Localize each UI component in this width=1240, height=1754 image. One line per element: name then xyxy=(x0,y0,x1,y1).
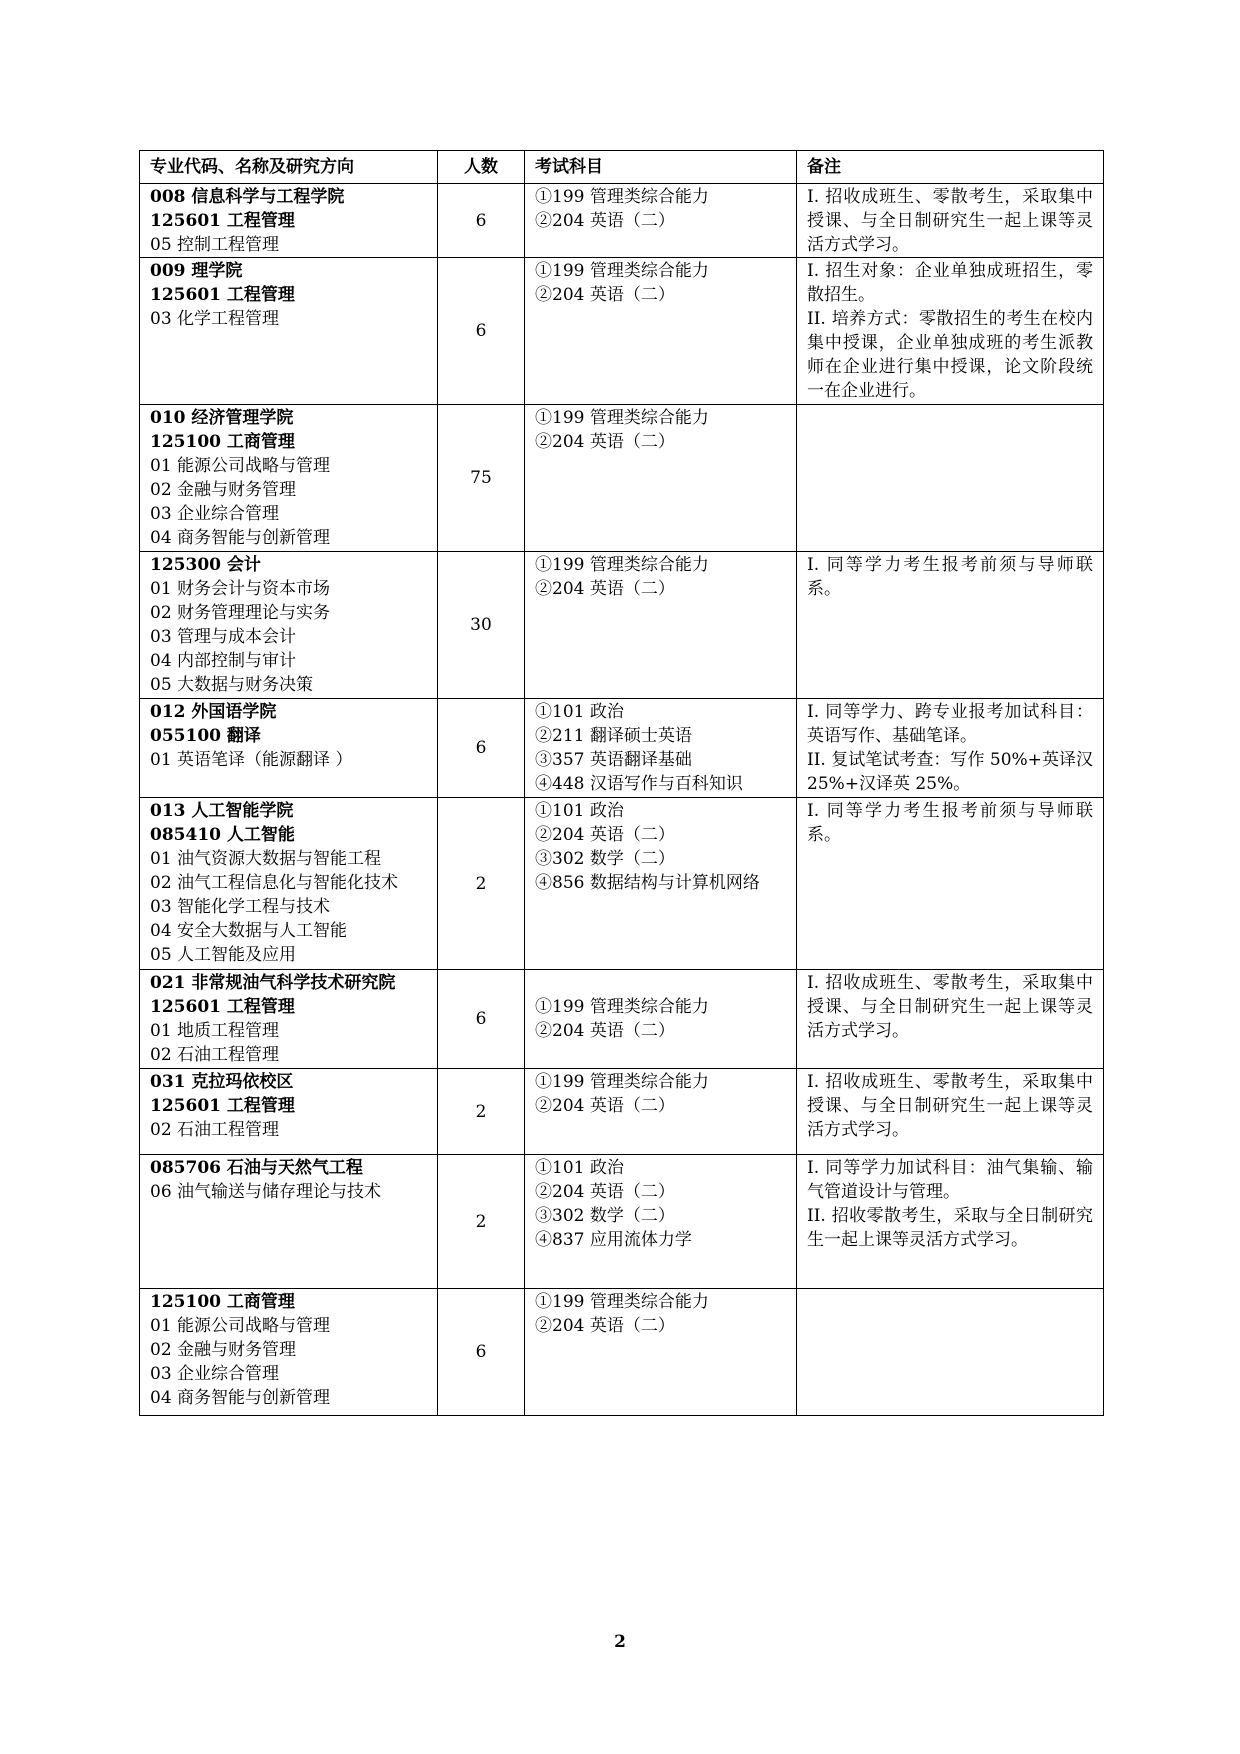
exam-subject: ③302 数学（二） xyxy=(535,849,675,869)
table-row xyxy=(140,258,1104,405)
notes-cell xyxy=(797,1289,1104,1416)
research-direction: 03 管理与成本会计 xyxy=(150,627,297,647)
count-cell: 6 xyxy=(438,184,525,258)
subjects-cell xyxy=(525,1069,797,1155)
program-heading: 055100 翻译 xyxy=(150,726,261,746)
subjects-cell xyxy=(525,552,797,699)
subjects-cell xyxy=(525,699,797,798)
research-direction: 04 内部控制与审计 xyxy=(150,651,297,671)
research-direction: 05 人工智能及应用 xyxy=(150,945,297,965)
exam-subject: ④837 应用流体力学 xyxy=(535,1230,692,1250)
exam-subject: ①101 政治 xyxy=(535,1158,624,1178)
program-heading: 012 外国语学院 xyxy=(150,702,277,722)
research-direction: 05 大数据与财务决策 xyxy=(150,675,314,695)
notes-cell xyxy=(797,1155,1104,1289)
exam-subject: ②204 英语（二） xyxy=(535,1182,675,1202)
count-cell: 6 xyxy=(438,699,525,798)
table-row xyxy=(140,405,1104,552)
program-heading: 010 经济管理学院 xyxy=(150,408,294,428)
notes-cell xyxy=(797,699,1104,798)
program-cell xyxy=(140,798,438,970)
program-heading: 125601 工程管理 xyxy=(150,1096,295,1116)
note-text: II. 招收零散考生，采取与全日制研究生一起上课等灵活方式学习。 xyxy=(807,1206,1093,1250)
subjects-cell xyxy=(525,1155,797,1289)
research-direction: 03 化学工程管理 xyxy=(150,309,280,329)
subjects-cell xyxy=(525,184,797,258)
program-cell xyxy=(140,552,438,699)
research-direction: 05 控制工程管理 xyxy=(150,235,280,255)
notes-cell xyxy=(797,184,1104,258)
table-row xyxy=(140,1069,1104,1155)
program-cell xyxy=(140,1155,438,1289)
research-direction: 04 商务智能与创新管理 xyxy=(150,528,331,548)
header-program: 专业代码、名称及研究方向 xyxy=(140,151,438,184)
program-cell xyxy=(140,258,438,405)
table-row xyxy=(140,798,1104,970)
header-subjects: 考试科目 xyxy=(525,151,797,184)
research-direction: 02 油气工程信息化与智能化技术 xyxy=(150,873,399,893)
notes-cell xyxy=(797,552,1104,699)
program-cell xyxy=(140,1069,438,1155)
program-heading: 009 理学院 xyxy=(150,261,243,281)
research-direction: 01 能源公司战略与管理 xyxy=(150,1316,331,1336)
subjects-cell xyxy=(525,1289,797,1416)
note-text: I. 同等学力考生报考前须与导师联系。 xyxy=(807,801,1093,845)
notes-cell xyxy=(797,798,1104,970)
notes-cell xyxy=(797,970,1104,1069)
research-direction: 01 地质工程管理 xyxy=(150,1021,280,1041)
count-cell: 6 xyxy=(438,970,525,1069)
exam-subject: ①199 管理类综合能力 xyxy=(535,408,709,428)
program-heading: 125601 工程管理 xyxy=(150,285,295,305)
table-header-row xyxy=(140,151,1104,184)
count-cell: 6 xyxy=(438,1289,525,1416)
program-cell xyxy=(140,699,438,798)
note-text: I. 同等学力考生报考前须与导师联系。 xyxy=(807,555,1093,599)
count-cell: 6 xyxy=(438,258,525,405)
research-direction: 03 企业综合管理 xyxy=(150,504,280,524)
exam-subject: ②204 英语（二） xyxy=(535,211,675,231)
program-heading: 125601 工程管理 xyxy=(150,211,295,231)
notes-cell xyxy=(797,258,1104,405)
program-cell xyxy=(140,405,438,552)
exam-subject: ①101 政治 xyxy=(535,702,624,722)
table-row xyxy=(140,1289,1104,1416)
exam-subject: ③357 英语翻译基础 xyxy=(535,750,692,770)
program-heading: 125300 会计 xyxy=(150,555,261,575)
notes-cell xyxy=(797,405,1104,552)
exam-subject: ①199 管理类综合能力 xyxy=(535,1292,709,1312)
count-cell: 30 xyxy=(438,552,525,699)
exam-subject: ①199 管理类综合能力 xyxy=(535,261,709,281)
subjects-cell xyxy=(525,798,797,970)
table-row xyxy=(140,552,1104,699)
count-cell: 2 xyxy=(438,1069,525,1155)
program-heading: 085706 石油与天然气工程 xyxy=(150,1158,363,1178)
program-heading: 125100 工商管理 xyxy=(150,432,295,452)
research-direction: 02 金融与财务管理 xyxy=(150,1340,297,1360)
research-direction: 01 油气资源大数据与智能工程 xyxy=(150,849,382,869)
page-number: 2 xyxy=(614,1632,626,1652)
exam-subject: ②204 英语（二） xyxy=(535,1316,675,1336)
exam-subject: ①199 管理类综合能力 xyxy=(535,187,709,207)
research-direction: 02 金融与财务管理 xyxy=(150,480,297,500)
research-direction: 03 企业综合管理 xyxy=(150,1364,280,1384)
table-row xyxy=(140,699,1104,798)
research-direction: 01 英语笔译（能源翻译 ） xyxy=(150,750,353,770)
exam-subject: ①199 管理类综合能力 xyxy=(535,997,709,1017)
exam-subject: ②204 英语（二） xyxy=(535,285,675,305)
program-cell xyxy=(140,970,438,1069)
research-direction: 02 财务管理理论与实务 xyxy=(150,603,331,623)
notes-cell xyxy=(797,1069,1104,1155)
research-direction: 04 安全大数据与人工智能 xyxy=(150,921,348,941)
exam-subject: ①101 政治 xyxy=(535,801,624,821)
research-direction: 04 商务智能与创新管理 xyxy=(150,1388,331,1408)
note-text: II. 复试笔试考查：写作 50%+英译汉 25%+汉译英 25%。 xyxy=(807,750,1093,794)
count-cell: 2 xyxy=(438,1155,525,1289)
program-heading: 085410 人工智能 xyxy=(150,825,295,845)
admissions-table xyxy=(139,150,1104,1416)
research-direction: 02 石油工程管理 xyxy=(150,1120,280,1140)
program-heading: 013 人工智能学院 xyxy=(150,801,294,821)
exam-subject: ④856 数据结构与计算机网络 xyxy=(535,873,760,893)
program-heading: 125601 工程管理 xyxy=(150,997,295,1017)
note-text: I. 同等学力加试科目：油气集输、输气管道设计与管理。 xyxy=(807,1158,1093,1202)
table-body xyxy=(140,184,1104,1416)
exam-subject xyxy=(535,971,786,995)
note-text: II. 培养方式：零散招生的考生在校内集中授课，企业单独成班的考生派教师在企业进行集中授课，论文阶段统一在企业进行。 xyxy=(807,309,1093,401)
exam-subject: ②204 英语（二） xyxy=(535,432,675,452)
program-heading: 008 信息科学与工程学院 xyxy=(150,187,345,207)
exam-subject: ②204 英语（二） xyxy=(535,1021,675,1041)
header-notes: 备注 xyxy=(797,151,1104,184)
research-direction: 02 石油工程管理 xyxy=(150,1045,280,1065)
exam-subject: ②204 英语（二） xyxy=(535,1096,675,1116)
table-row xyxy=(140,970,1104,1069)
program-heading: 021 非常规油气科学技术研究院 xyxy=(150,973,396,993)
research-direction: 01 财务会计与资本市场 xyxy=(150,579,331,599)
table-row xyxy=(140,1155,1104,1289)
exam-subject: ③302 数学（二） xyxy=(535,1206,675,1226)
research-direction: 01 能源公司战略与管理 xyxy=(150,456,331,476)
table-row xyxy=(140,184,1104,258)
research-direction: 06 油气输送与储存理论与技术 xyxy=(150,1182,382,1202)
research-direction: 03 智能化学工程与技术 xyxy=(150,897,331,917)
program-cell xyxy=(140,184,438,258)
exam-subject: ④448 汉语写作与百科知识 xyxy=(535,774,743,794)
exam-subject: ②211 翻译硕士英语 xyxy=(535,726,692,746)
note-text: I. 招生对象：企业单独成班招生，零散招生。 xyxy=(807,261,1093,305)
count-cell: 75 xyxy=(438,405,525,552)
note-text: I. 招收成班生、零散考生，采取集中授课、与全日制研究生一起上课等灵活方式学习。 xyxy=(807,1072,1093,1140)
program-cell xyxy=(140,1289,438,1416)
count-cell: 2 xyxy=(438,798,525,970)
subjects-cell xyxy=(525,258,797,405)
subjects-cell xyxy=(525,405,797,552)
subjects-cell xyxy=(525,970,797,1069)
header-count: 人数 xyxy=(438,151,525,184)
note-text: I. 同等学力、跨专业报考加试科目：英语写作、基础笔译。 xyxy=(807,702,1093,746)
program-heading: 031 克拉玛依校区 xyxy=(150,1072,294,1092)
exam-subject: ②204 英语（二） xyxy=(535,579,675,599)
note-text: I. 招收成班生、零散考生，采取集中授课、与全日制研究生一起上课等灵活方式学习。 xyxy=(807,187,1093,255)
program-heading: 125100 工商管理 xyxy=(150,1292,295,1312)
exam-subject: ①199 管理类综合能力 xyxy=(535,1072,709,1092)
note-text: I. 招收成班生、零散考生，采取集中授课、与全日制研究生一起上课等灵活方式学习。 xyxy=(807,973,1093,1041)
exam-subject: ②204 英语（二） xyxy=(535,825,675,845)
exam-subject: ①199 管理类综合能力 xyxy=(535,555,709,575)
